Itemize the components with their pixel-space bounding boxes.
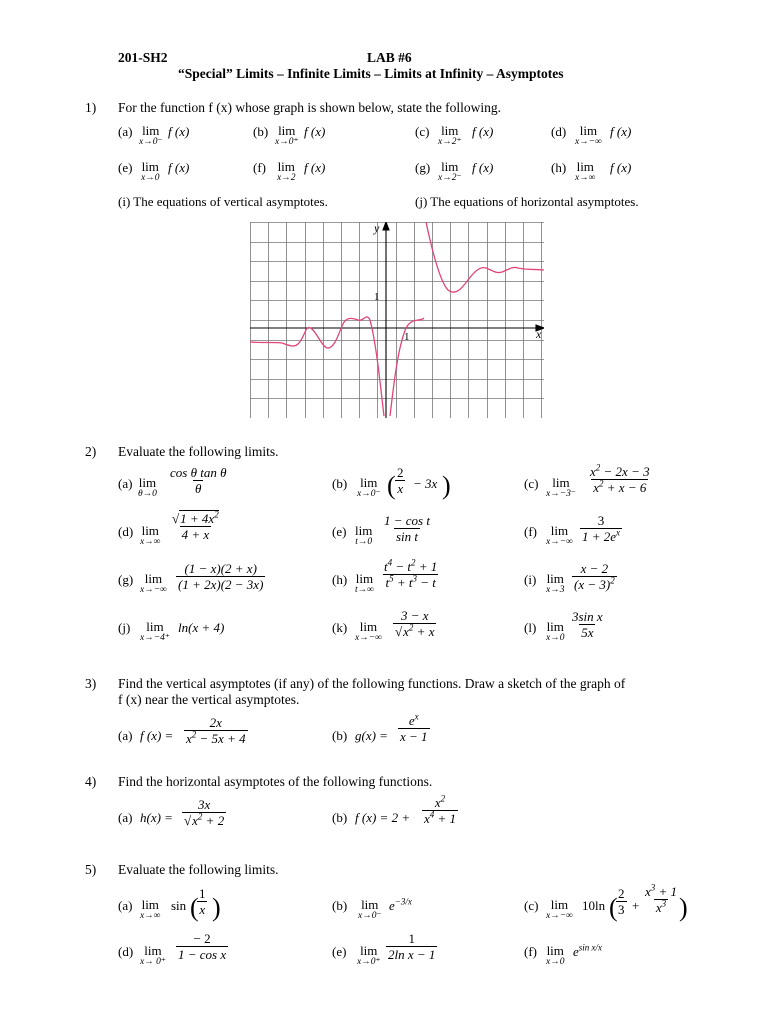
q1-e-label: (e) [118,160,133,175]
q2-h-limit: lim t→∞ [355,571,374,595]
q5-e-limit: lim x→0⁺ [357,943,381,967]
x-tick-1: 1 [404,331,410,343]
lab-number: LAB #6 [367,50,412,65]
q2-e-limit: lim t→0 [355,523,373,547]
q5-c-fraction-2: $x^3 + 1$ $x^3$ [645,882,678,915]
q2-d-fraction: $√1 + 4x^2$ 4 + x [172,509,219,542]
q5-e-label: (e) [332,944,347,959]
q5-a-expr: sin [171,898,187,913]
q4-b-fraction: $x^2$ $x^4 + 1$ [424,793,457,826]
function-graph [250,222,544,418]
q2-b-limit: lim x→0⁻ [357,475,381,499]
q5-a-lparen: ( [190,893,199,922]
q1-b-label: (b) [253,124,269,139]
q2-b-label: (b) [332,476,348,491]
y-axis-label: y [374,222,380,235]
q4-a-label: (a) [118,810,133,825]
q5-c-lparen: ( [609,893,618,922]
course-code: 201-SH2 [118,50,168,65]
y-tick-1: 1 [374,291,380,303]
q2-i-fraction: x − 2 $(x - 3)^2$ [574,561,615,592]
q1-c-limit: lim x→2⁺ [438,123,462,147]
q2-g-limit: lim x→−∞ [140,571,167,595]
x-axis-label: x [536,327,542,341]
q5-d-limit: lim x→ 0⁺ [140,943,166,967]
q1-b-fx: f (x) [304,124,326,139]
q5-b-label: (b) [332,898,348,913]
q5-c-rparen: ) [679,893,688,922]
q1-f-label: (f) [253,160,266,175]
q3-b-fraction: $e^x$ x − 1 [400,711,428,744]
q3-prompt-line2: f (x) near the vertical asymptotes. [118,692,300,707]
q3-number: 3) [85,676,97,691]
q5-c-expr: 10ln [582,898,606,913]
q2-a-label: (a) [118,476,133,491]
q3-b-lhs: g(x) = [355,728,388,743]
q2-h-label: (h) [332,572,348,587]
q2-g-label: (g) [118,572,134,587]
q4-a-lhs: h(x) = [140,810,173,825]
q5-number: 5) [85,862,97,877]
q1-g-limit: lim x→2⁻ [438,159,462,183]
q1-c-label: (c) [415,124,430,139]
q5-a-fraction: 1 x [199,886,206,917]
q1-number: 1) [85,100,97,115]
q1-c-fx: f (x) [472,124,494,139]
q5-d-fraction: − 2 1 − cos x [178,931,227,962]
q4-b-label: (b) [332,810,348,825]
q1-e-fx: f (x) [168,160,190,175]
q1-a-fx: f (x) [168,124,190,139]
q5-e-fraction: 1 2ln x − 1 [388,931,436,962]
q4-b-lhs: f (x) = 2 + [355,810,411,825]
q5-prompt: Evaluate the following limits. [118,862,279,877]
q1-f-fx: f (x) [304,160,326,175]
q2-l-label: (l) [524,620,537,635]
q2-k-limit: lim x→−∞ [355,619,382,643]
q2-i-limit: lim x→3 [546,571,565,595]
q2-l-limit: lim x→0 [546,619,565,643]
q2-prompt: Evaluate the following limits. [118,444,279,459]
q1-prompt: For the function f (x) whose graph is shown below, state the following. [118,100,502,115]
q2-l-fraction: 3sin x 5x [572,609,603,640]
q2-e-label: (e) [332,524,347,539]
q2-j-limit: lim x→−4⁺ [140,619,170,643]
q2-d-limit: lim x→∞ [140,523,161,547]
q1-b-limit: lim x→0⁺ [275,123,299,147]
q1-a-label: (a) [118,124,133,139]
q1-i-text: (i) The equations of vertical asymptotes. [118,194,328,209]
q3-prompt-line1: Find the vertical asymptotes (if any) of the following functions. Draw a sketch of the graph of [118,676,626,691]
q2-h-fraction: $t^4 - t^2 + 1$ $t^5 + t^3 - t$ [384,557,438,590]
q5-d-label: (d) [118,944,134,959]
q1-a-limit: lim x→0⁻ [139,123,163,147]
q1-h-label: (h) [551,160,567,175]
q2-e-fraction: 1 − cos t sin t [384,513,430,544]
q2-a-fraction: cos θ tan θ θ [170,465,227,496]
q2-c-limit: lim x→−3⁻ [546,475,576,499]
q5-c-limit: lim x→−∞ [546,897,573,921]
function-curve [250,222,544,416]
q5-f-limit: lim x→0 [546,943,565,967]
q2-f-fraction: 3 $1 + 2e^x$ [582,513,621,544]
q3-a-label: (a) [118,728,133,743]
q5-b-limit: lim x→0⁻ [358,897,382,921]
q1-f-limit: lim x→2 [277,159,296,183]
q2-i-label: (i) [524,572,537,587]
q2-b-rest: − 3x [413,476,438,491]
q2-number: 2) [85,444,97,459]
q1-d-fx: f (x) [610,124,632,139]
q2-d-label: (d) [118,524,134,539]
q2-g-fraction: (1 − x)(2 + x) (1 + 2x)(2 − 3x) [178,561,264,592]
q4-prompt: Find the horizontal asymptotes of the following functions. [118,774,433,789]
q2-f-label: (f) [524,524,537,539]
q5-a-rparen: ) [212,893,221,922]
q3-a-fraction: 2x $x^2 - 5x + 4$ [186,715,246,746]
q2-c-fraction: $x^2 - 2x - 3$ $x^2 + x - 6$ [590,462,650,495]
q1-h-fx: f (x) [610,160,632,175]
q2-k-label: (k) [332,620,348,635]
q2-j-label: (j) [118,620,131,635]
q5-f-label: (f) [524,944,537,959]
q1-g-fx: f (x) [472,160,494,175]
lab-subtitle: “Special” Limits – Infinite Limits – Limits at Infinity – Asymptotes [178,66,564,81]
graph-grid [250,222,544,418]
q1-e-limit: lim x→0 [141,159,160,183]
q4-number: 4) [85,774,97,789]
q3-a-lhs: f (x) = [140,728,174,743]
q5-f-expr: $e^{sin x/x}$ [573,942,603,959]
q1-g-label: (g) [415,160,431,175]
q3-b-label: (b) [332,728,348,743]
q2-c-label: (c) [524,476,539,491]
q5-c-plus: + [632,898,640,913]
q1-h-limit: lim x→∞ [575,159,596,183]
q2-j-expr: ln(x + 4) [178,620,225,635]
q5-c-fraction-1: 2 3 [618,886,625,917]
q2-k-fraction: 3 − x $√x^2 + x$ [395,608,435,639]
q2-b-rparen: ) [442,471,451,500]
q5-a-limit: lim x→∞ [140,897,161,921]
q5-b-expr: $e^{-3/x}$ [389,896,412,913]
q2-b-fraction: 2 x [397,465,404,496]
q2-f-limit: lim x→−∞ [546,523,573,547]
graph-axes [250,222,544,418]
q4-a-fraction: 3x $√x^2 + 2$ [184,797,225,828]
q2-a-limit: lim θ→0 [138,475,157,499]
q1-j-text: (j) The equations of horizontal asymptotes. [415,194,639,209]
q5-c-label: (c) [524,898,539,913]
q1-d-label: (d) [551,124,567,139]
q1-d-limit: lim x→−∞ [575,123,602,147]
q5-a-label: (a) [118,898,133,913]
q2-b-lparen: ( [387,471,396,500]
